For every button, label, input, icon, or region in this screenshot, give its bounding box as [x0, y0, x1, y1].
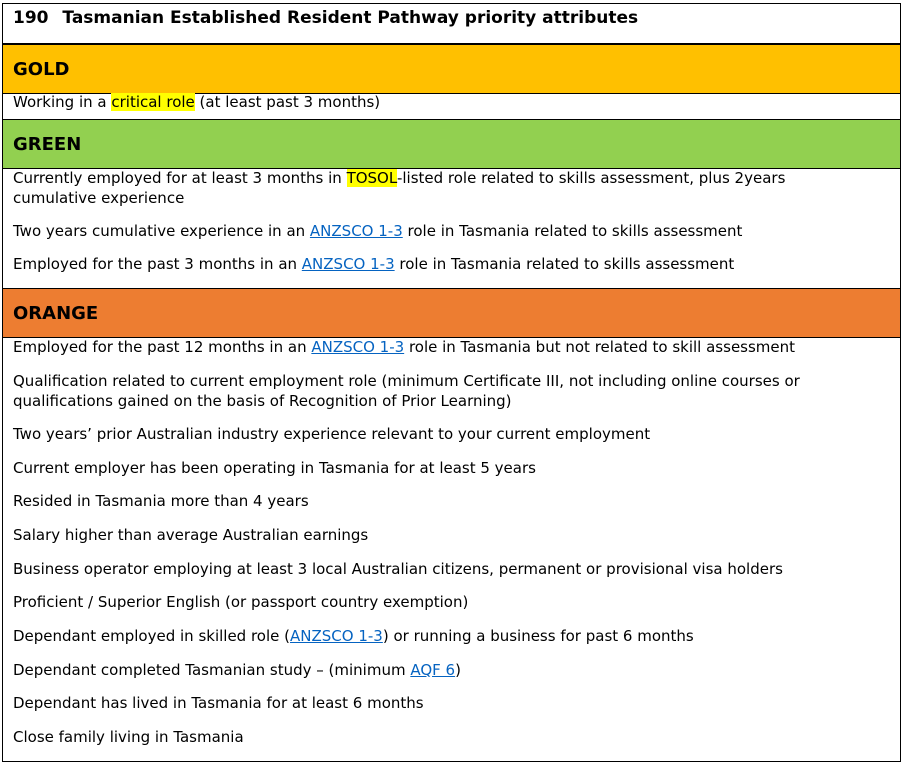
- page-title: [3, 4, 900, 44]
- item-text: Employed for the past 3 months in an: [13, 255, 302, 273]
- item-text: Working in a: [13, 93, 112, 111]
- anzsco-link[interactable]: ANZSCO 1-3: [311, 338, 405, 356]
- section-label-orange: ORANGE: [13, 302, 99, 324]
- item-text: Currently employed for at least 3 months in: [13, 169, 347, 187]
- item-text: ) or running a business for past 6 months: [382, 627, 694, 645]
- item-text: ): [455, 661, 461, 679]
- subclass-number: 190: [13, 8, 49, 28]
- list-item: Salary higher than average Australian earnings: [13, 526, 369, 544]
- title-text: Tasmanian Established Resident Pathway priority attributes: [62, 8, 639, 28]
- aqf-link[interactable]: AQF 6: [410, 661, 456, 679]
- list-item: [13, 168, 863, 208]
- anzsco-link[interactable]: ANZSCO 1-3: [301, 255, 395, 273]
- item-text: (at least past 3 months): [194, 93, 381, 111]
- list-item: Qualification related to current employment role (minimum Certificate III, not including online courses or qualifications gained on the basis of Recognition of Prior Learning): [13, 372, 800, 410]
- item-text: Dependant completed Tasmanian study – (minimum: [13, 661, 411, 679]
- list-item: [13, 626, 863, 646]
- list-item: [13, 660, 863, 680]
- section-header-gold: [3, 44, 900, 94]
- section-label-green: GREEN: [13, 133, 82, 155]
- priority-attributes-table: [2, 3, 901, 762]
- item-text: Dependant employed in skilled role (: [13, 627, 291, 645]
- highlighted-term: critical role: [111, 93, 195, 111]
- item-text: -listed role related to skills assessment, plus 2years cumulative experience: [13, 169, 786, 207]
- anzsco-link[interactable]: ANZSCO 1-3: [309, 222, 403, 240]
- list-item: [13, 337, 863, 357]
- list-item: Dependant has lived in Tasmania for at least 6 months: [13, 694, 424, 712]
- list-item: Two years’ prior Australian industry experience relevant to your current employment: [13, 425, 651, 443]
- list-item: Close family living in Tasmania: [13, 728, 244, 746]
- list-item: Proficient / Superior English (or passport country exemption): [13, 593, 469, 611]
- list-item: [13, 221, 863, 241]
- list-item: Resided in Tasmania more than 4 years: [13, 492, 309, 510]
- list-item: Current employer has been operating in Tasmania for at least 5 years: [13, 459, 536, 477]
- highlighted-term: TOSOL: [346, 169, 397, 187]
- item-text: Employed for the past 12 months in an: [13, 338, 312, 356]
- list-item: Business operator employing at least 3 local Australian citizens, permanent or provisional visa holders: [13, 560, 783, 578]
- item-text: role in Tasmania but not related to skill assessment: [404, 338, 796, 356]
- list-item: [13, 92, 863, 112]
- list-item: [13, 254, 863, 274]
- section-header-orange: [3, 288, 900, 338]
- item-text: role in Tasmania related to skills assessment: [402, 222, 743, 240]
- item-text: Two years cumulative experience in an: [13, 222, 310, 240]
- anzsco-link[interactable]: ANZSCO 1-3: [290, 627, 383, 645]
- item-text: role in Tasmania related to skills assessment: [394, 255, 735, 273]
- section-label-gold: GOLD: [13, 58, 70, 80]
- section-header-green: [3, 119, 900, 169]
